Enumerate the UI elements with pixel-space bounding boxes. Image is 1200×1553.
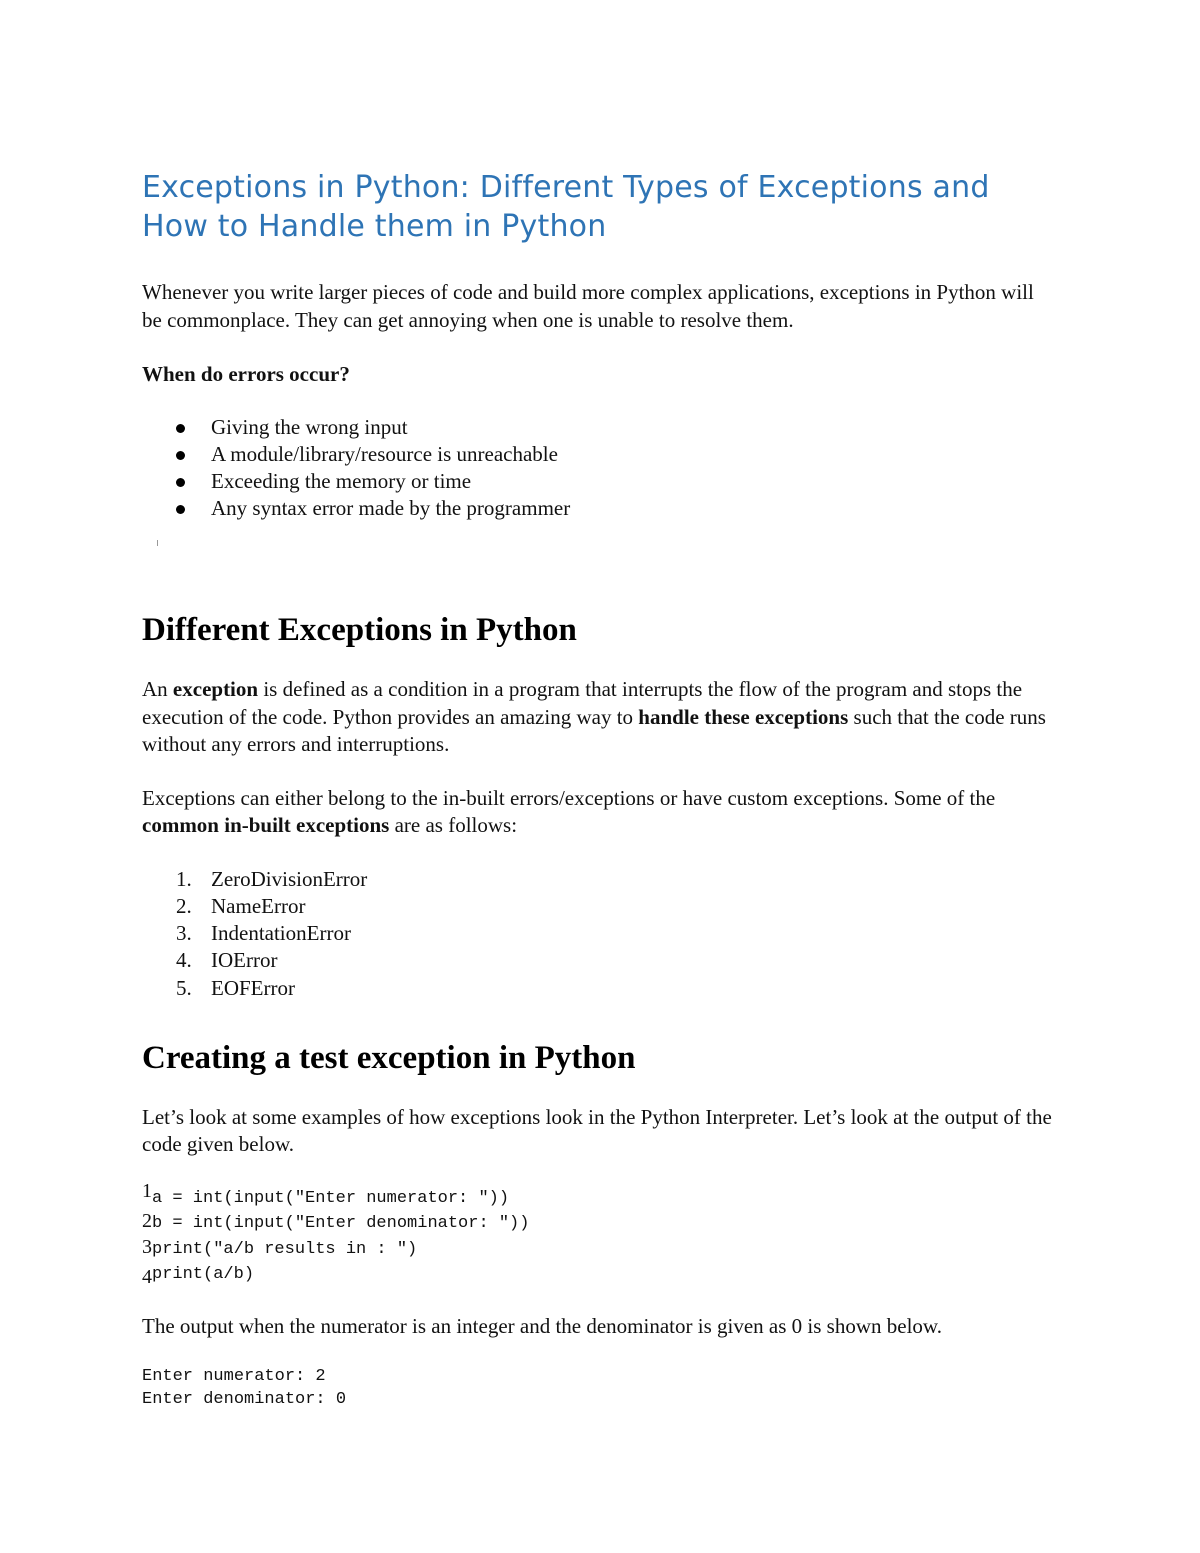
list-item: 4. IOError — [176, 948, 278, 973]
output-line: Enter denominator: 0 — [142, 1389, 347, 1409]
list-item: A module/library/resource is unreachable — [142, 441, 1052, 468]
list-item: 3. IndentationError — [176, 921, 351, 946]
exception-definition-paragraph: An exception is defined as a condition in a program that interrupts the flow of the program and stops the execution of the code. Python provides an amazing way to handle these exceptions such that the code runs without any errors and interruptions. — [142, 677, 1046, 756]
list-item: 5. EOFError — [176, 975, 295, 1000]
output-line: Enter numerator: 2 — [142, 1367, 326, 1387]
document-page — [142, 160, 1052, 1411]
output-description-paragraph: The output when the numerator is an integer and the denominator is given as 0 is shown below. — [142, 1313, 942, 1338]
list-item: 1. ZeroDivisionError — [176, 866, 368, 891]
examples-paragraph: Let’s look at some examples of how exceptions look in the Python Interpreter. Let’s look at the output of the code given below. — [142, 1104, 1052, 1157]
code-line: 4print(a/b) — [142, 1265, 255, 1289]
bullet-icon — [176, 424, 185, 433]
code-block — [142, 1179, 1052, 1289]
list-item: Any syntax error made by the programmer — [142, 495, 1052, 522]
errors-subheading: When do errors occur? — [142, 362, 350, 386]
builtin-exceptions-paragraph: Exceptions can either belong to the in-built errors/exceptions or have custom exceptions. Some of the common in-built exceptions are as follows: — [142, 785, 996, 837]
code-line: 3print("a/b results in : ") — [142, 1235, 418, 1259]
list-item: 2. NameError — [176, 893, 306, 918]
list-item: Giving the wrong input — [142, 414, 1052, 441]
stray-mark — [157, 540, 158, 546]
code-line: 2b = int(input("Enter denominator: ")) — [142, 1210, 530, 1234]
document-title: Exceptions in Python: Different Types of Exceptions and How to Handle them in Python — [142, 170, 990, 244]
bullet-icon — [176, 478, 185, 487]
error-causes-list — [142, 414, 1052, 522]
list-item: Exceeding the memory or time — [142, 468, 1052, 495]
section-heading-test-exception: Creating a test exception in Python — [142, 1039, 636, 1076]
code-line: 1a = int(input("Enter numerator: ")) — [142, 1179, 510, 1208]
section-heading-exceptions: Different Exceptions in Python — [142, 612, 577, 648]
exceptions-list — [142, 866, 1052, 1002]
bullet-icon — [176, 505, 185, 514]
intro-paragraph: Whenever you write larger pieces of code and build more complex applications, exceptions in Python will be commonplace. They can get annoying when one is unable to resolve them. — [142, 280, 1034, 332]
bullet-icon — [176, 451, 185, 460]
output-block — [142, 1366, 1052, 1411]
